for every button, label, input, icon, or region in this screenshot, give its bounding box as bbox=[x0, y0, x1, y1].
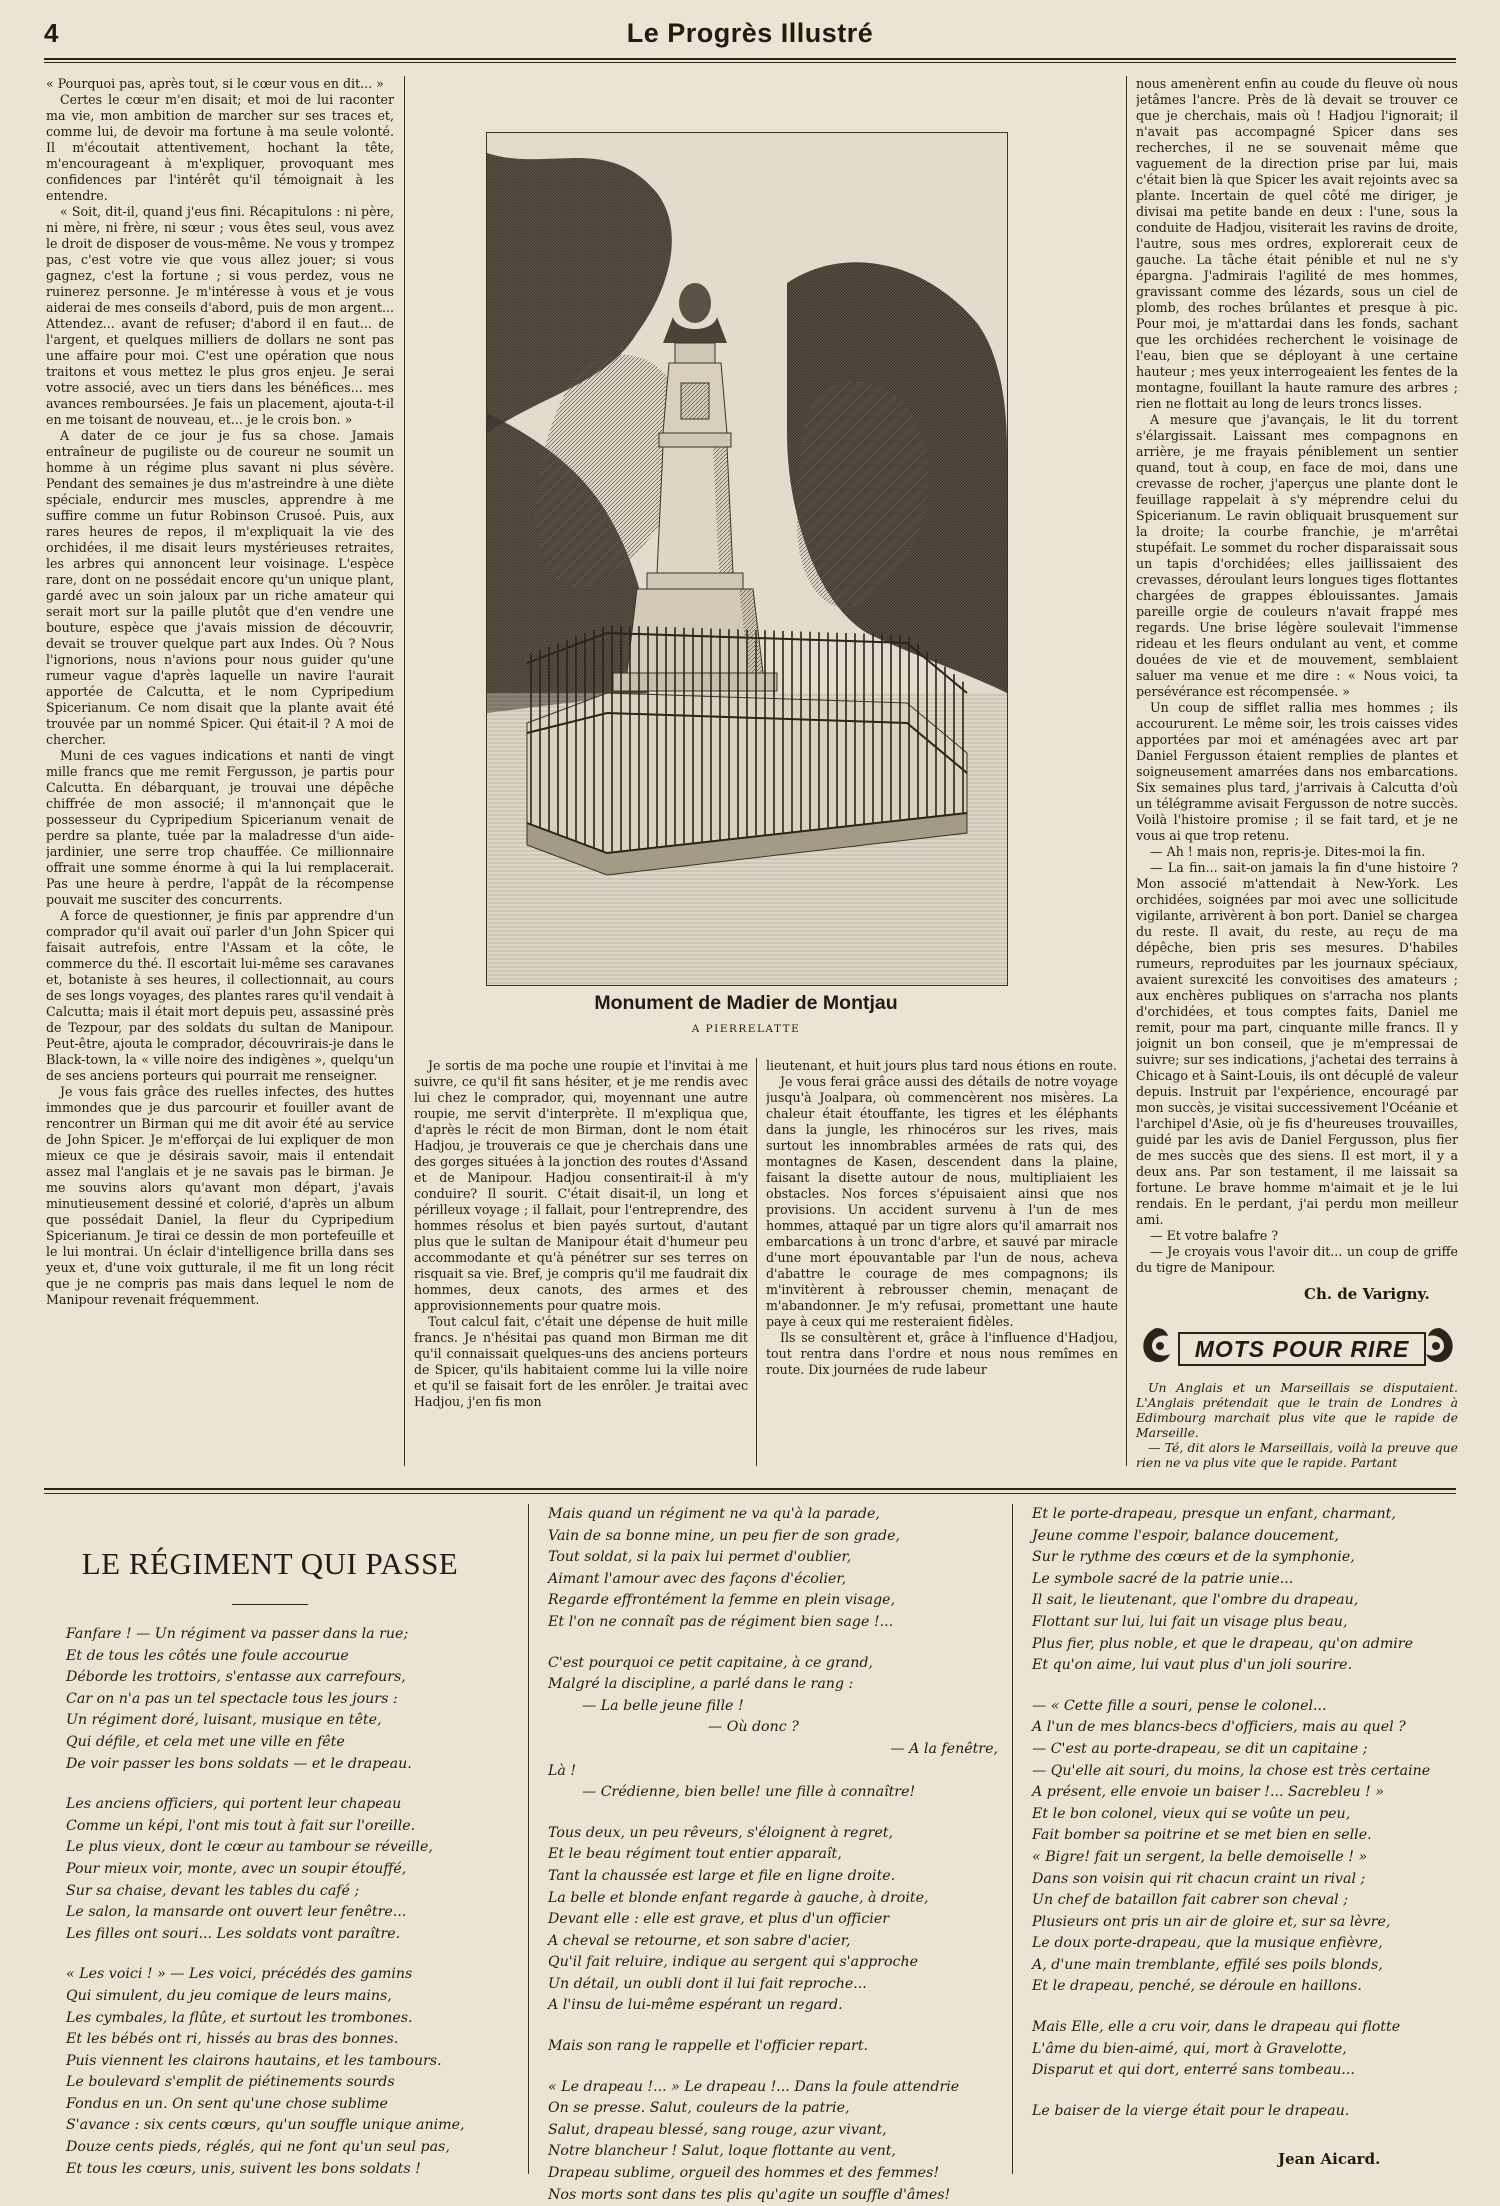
poem-line: — C'est au porte-drapeau, se dit un capitaine ; bbox=[1032, 1740, 1368, 1757]
poem-line: A cheval se retourne, et son sabre d'acier, bbox=[548, 1932, 851, 1949]
poem-title: LE RÉGIMENT QUI PASSE bbox=[81, 1546, 459, 1581]
poem-line: Tous deux, un peu rêveurs, s'éloignent à regret, bbox=[548, 1824, 893, 1841]
story-paragraph: « Soit, dit-il, quand j'eus fini. Récapitulons : ni père, ni mère, ni frère, ni sœur ; vous êtes seul, vous avez le droit de disposer de vous-même. Ne vous y trompez pas, c'est votre vie que vous allez jouer; si vous gagnez, c'est la fortune ; si vous perdez, vous ne ruinerez personne. Je m'intéresse à vous et je vous aiderai de mes conseils d'abord, puis de mon argent... Attendez... avant de refuser; d'abord il en faut... de l'argent, et quelques milliers de dollars ne sont pas une affaire pour moi. C'est une opération que nous traitons et vous mettez le plus gros enjeu. Je serai votre associé, avec un tiers dans les bénéfices... mes avances remboursées. Je fais un placement, ajouta-t-il en me toisant de nouveau, et... je le crois bon. » bbox=[46, 204, 394, 427]
poem-line: Un détail, un oubli dont il lui fait reproche... bbox=[548, 1975, 867, 1992]
poem-line: Comme un képi, l'ont mis tout à fait sur l'oreille. bbox=[66, 1817, 416, 1834]
story-paragraph: A force de questionner, je finis par apprendre d'un comprador qu'il avait ouï parler d'un John Spicer qui faisait autrefois, entre l'Assam et la côte, le commerce du thé. Il escortait lui-même ses caravanes et, botaniste à ses heures, il collectionnait, au cours de ses longs voyages, des plantes rares qu'il vendait à Calcutta; mais il était mort depuis peu, assassiné près de Tezpour, par des soldats du sultan de Manipour. Peut-être, ajouta le comprador, découvrirais-je dans le Black-town, la « ville noire des indigènes », quelqu'un de ses anciens porteurs qui pourrait me renseigner. bbox=[46, 908, 394, 1083]
poem-line: « Bigre! fait un sergent, la belle demoiselle ! » bbox=[1032, 1848, 1368, 1865]
story-paragraph: « Pourquoi pas, après tout, si le cœur vous en dit... » bbox=[46, 76, 384, 91]
story-paragraph: nous amenèrent enfin au coude du fleuve où nous jetâmes l'ancre. Près de là devait se trouver ce que je cherchais, mais où ! Hadjou l'ignorait; il n'avait pas accompagné Spicer dans ses recherches, il ne se souvenait même que vaguement de la direction prise par lui, mais c'était bien là que Spicer les avait rejoints avec sa plante. Incertain de quel côté me diriger, je divisai ma petite bande en deux : l'une, sous la conduite de Hadjou, visiterait les ravins de droite, l'autre, sous mes ordres, explorerait ceux de gauche. La tâche était pénible et nul ne s'y épargna. J'admirais l'agilité de mes hommes, gravissant comme des lézards, sous un ciel de plomb, des roches brûlantes et presque à pic. Pour moi, je m'attardai dans les fonds, sachant que les orchidées recherchent le voisinage de l'eau, bien que se déployant à une certaine hauteur ; mes yeux interrogeaient les fentes de la montagne, fouillant la haute ramure des arbres ; rien ne flottait au long de leurs troncs lisses. bbox=[1136, 76, 1458, 411]
poem-line: Déborde les trottoirs, s'entasse aux carrefours, bbox=[66, 1669, 406, 1686]
story-paragraph: A dater de ce jour je fus sa chose. Jamais entraîneur de pugiliste ou de coureur ne soumit un homme à un régime plus savant ni plus sévère. Pendant des semaines je dus m'astreindre à une diète spéciale, endurcir mes muscles, apprendre à me suffire comme un futur Robinson Crusoé. Puis, aux rares heures de repos, il m'expliquait la vie des orchidées, il me disait leurs mystérieuses retraites, les arbres qui annoncent leur voisinage. L'espèce rare, dont on ne possédait encore qu'un unique plant, gardé avec un soin jaloux par un riche amateur qui serait mort sur la paille plutôt que d'en vendre une bouture, espèce que j'avais mission de découvrir, devait se trouver quelque part aux Indes. Où ? Nous l'ignorions, nous n'avions pour nous guider qu'une rumeur vague d'après laquelle un navire l'aurait apportée de Calcutta, et le nom Cypripedium Spicerianum. Ce nom disait que la plante avait été trouvée par un nommé Spicer. Qui était-il ? A moi de chercher. bbox=[46, 428, 394, 747]
page-number: 4 bbox=[44, 18, 59, 48]
header-rule bbox=[44, 58, 1456, 60]
story-paragraph: — Je croyais vous l'avoir dit... un coup de griffe du tigre de Manipour. bbox=[1136, 1244, 1458, 1275]
poem-line: Qui simulent, du jeu comique de leurs mains, bbox=[66, 1987, 392, 2004]
poem-line: Sur le rythme des cœurs et de la symphonie, bbox=[1032, 1549, 1355, 1566]
poem-column-2 bbox=[548, 1504, 998, 2206]
poem-line: Sur sa chaise, devant les tables du café ; bbox=[66, 1882, 360, 1899]
poem-line: Regarde effrontément la femme en plein visage, bbox=[548, 1592, 896, 1609]
column-rule-2 bbox=[1126, 76, 1127, 1466]
poem-line: A l'insu de lui-même espérant un regard. bbox=[548, 1997, 843, 2014]
story-paragraph: lieutenant, et huit jours plus tard nous étions en route. bbox=[766, 1058, 1117, 1073]
poem-line: Et le bon colonel, vieux qui se voûte un peu, bbox=[1032, 1805, 1351, 1822]
poem-line: Qui défile, et cela met une ville en fête bbox=[66, 1733, 345, 1750]
poem-line: A l'un de mes blancs-becs d'officiers, mais au quel ? bbox=[1032, 1719, 1406, 1736]
poem-line: Et tous les cœurs, unis, suivent les bons soldats ! bbox=[66, 2160, 421, 2177]
figure-caption: Monument de Madier de Montjau bbox=[594, 992, 898, 1014]
poem-title-rule bbox=[232, 1604, 308, 1605]
poem-line: Plus fier, plus noble, et que le drapeau, qu'on admire bbox=[1032, 1635, 1413, 1652]
poem-line: Il sait, le lieutenant, que l'ombre du drapeau, bbox=[1032, 1592, 1359, 1609]
poem-column-rule-2 bbox=[1012, 1504, 1013, 2174]
poem-line: Le salon, la mansarde ont ouvert leur fenêtre... bbox=[66, 1904, 407, 1921]
poem-line: Malgré la discipline, a parlé dans le rang : bbox=[548, 1676, 854, 1693]
poem-line: Devant elle : elle est grave, et plus d'un officier bbox=[548, 1911, 889, 1928]
story-paragraph: Je vous ferai grâce aussi des détails de notre voyage jusqu'à Joalpara, où commencèrent nos misères. La chaleur était étouffante, les tigres et les éléphants dans la jungle, les rhinocéros sur les rives, mais surtout les innombrables armées de rats qui, des montagnes de Kasen, descendent dans la plaine, faisant la disette autour de nous, multipliaient les obstacles. Nos forces s'épuisaient ainsi que nos provisions. Un accident survenu à l'un de mes hommes, attaqué par un tigre alors qu'il amarrait nos embarcations à un tronc d'arbre, et sauvé par miracle d'une mort épouvantable par l'un de nous, acheva d'abattre le courage de mes compagnons; ils m'invitèrent à rebrousser chemin, menaçant de m'abandonner. Je m'y refusai, promettant une haute paye à ceux qui me resteraient fidèles. bbox=[766, 1074, 1118, 1329]
poem-line: Le doux porte-drapeau, que la musique enfièvre, bbox=[1032, 1935, 1383, 1952]
poem-line: — A la fenêtre, bbox=[890, 1740, 998, 1757]
poem-line: Salut, drapeau blessé, sang rouge, azur vivant, bbox=[548, 2121, 887, 2138]
poem-line: Fanfare ! — Un régiment va passer dans la rue; bbox=[66, 1626, 409, 1642]
stanza-gap bbox=[1032, 2082, 1460, 2101]
poem-line: Drapeau sublime, orgueil des hommes et des femmes! bbox=[548, 2165, 940, 2182]
poem-line: Flottant sur lui, lui fait un visage plus beau, bbox=[1032, 1613, 1348, 1630]
poem-line: — Où donc ? bbox=[708, 1719, 799, 1736]
mots-pour-rire-text bbox=[1136, 1380, 1458, 1470]
story-paragraph: Je sortis de ma poche une roupie et l'invitai à me suivre, ce qu'il fit sans hésiter, et je me rendis avec lui chez le comprador, qui, moyennant une autre roupie, me servit d'interprète. Il m'expliqua que, d'après le récit de mon Birman, dont le nom était Hadjou, je trouverais ce que je cherchais dans une des gorges situées à la jonction des routes d'Assand et de Manipour. Hadjou consentirait-il à m'y conduire? Il sourit. C'était disait-il, un long et périlleux voyage ; il fallait, pour l'entreprendre, des hommes résolus et bien payés surtout, d'autant plus que le sultan de Manipour était d'humeur peu accommodante et qu'à pénétrer sur ses terres on risquait sa vie. Bref, je compris qu'il me faudrait dix hommes, deux canots, des armes et des approvisionnements pour quatre mois. bbox=[414, 1058, 748, 1313]
poem-line: Le symbole sacré de la patrie unie... bbox=[1032, 1570, 1294, 1587]
story-paragraph: — Et votre balafre ? bbox=[1150, 1228, 1279, 1243]
story-column-4 bbox=[1136, 76, 1458, 1278]
poem-line: Mais quand un régiment ne va qu'à la parade, bbox=[548, 1506, 880, 1522]
ornament-right-icon bbox=[1420, 1324, 1460, 1372]
poem-line: — Crédienne, bien belle! une fille à connaître! bbox=[582, 1784, 916, 1801]
header-rule-thin bbox=[44, 62, 1456, 63]
story-column-3 bbox=[766, 1058, 1118, 1468]
story-paragraph: Je vous fais grâce des ruelles infectes, des huttes immondes que je dus parcourir et fouiller avant de rencontrer un Birman qui me dit avoir été au service de John Spicer. Je m'efforçai de lui expliquer de mon mieux ce que je désirais savoir, mais il entendait assez mal l'anglais et je ne savais pas le birman. Je me souvins alors qu'avant mon départ, j'avais minutieusement dessiné et colorié, d'après un album que possédait Daniel, la fleur du Cypripedium Spicerianum. Je tirai ce dessin de mon portefeuille et le lui montrai. Un éclair d'intelligence brilla dans ses yeux et, d'une voix gutturale, il me fit un long récit que je ne compris pas mais dans lequel le nom de Manipour revenait fréquemment. bbox=[46, 1084, 394, 1307]
poem-line: Dans son voisin qui rit chacun craint un rival ; bbox=[1032, 1870, 1366, 1887]
story-paragraph: Muni de ces vagues indications et nanti de vingt mille francs que me remit Fergusson, je partis pour Calcutta. En débarquant, je trouvai une dépêche chiffrée de mon associé; il m'annonçait que le possesseur du Cypripedium Spicerianum venait de perdre sa plante, tuée par la maladresse d'un aide-jardinier, une serre trop chauffée. Ce millionnaire offrait une somme énorme à qui la lui remplacerait. Pas une heure à perdre, l'appât de la récompense pouvait me susciter des concurrents. bbox=[46, 748, 394, 907]
stanza-gap bbox=[548, 2058, 998, 2077]
poem-line: Le plus vieux, dont le cœur au tambour se réveille, bbox=[66, 1839, 433, 1856]
poem-line: Puis viennent les clairons hautains, et les tambours. bbox=[66, 2052, 442, 2069]
story-paragraph: Ils se consultèrent et, grâce à l'influence d'Hadjou, tout rentra dans l'ordre et nous nous remîmes en route. Dix journées de rude labeur bbox=[766, 1330, 1118, 1377]
story-signature: Ch. de Varigny. bbox=[1304, 1285, 1430, 1303]
poem-line: Disparut et qui dort, enterré sans tombeau... bbox=[1032, 2062, 1355, 2079]
story-column-2 bbox=[414, 1058, 748, 1468]
poem-line: « Les voici ! » — Les voici, précédés des gamins bbox=[66, 1966, 413, 1983]
poem-line: Et le drapeau, penché, se déroule en haillons. bbox=[1032, 1978, 1362, 1995]
poem-line: Douze cents pieds, réglés, qui ne font qu'un seul pas, bbox=[66, 2139, 450, 2156]
poem-line: Et qu'on aime, lui vaut plus d'un joli sourire. bbox=[1032, 1657, 1353, 1674]
stanza-gap bbox=[1032, 1998, 1460, 2017]
poem-line: On se presse. Salut, couleurs de la patrie, bbox=[548, 2100, 850, 2117]
ornament-left-icon bbox=[1136, 1324, 1176, 1372]
poem-line: — « Cette fille a souri, pense le colonel... bbox=[1032, 1697, 1327, 1714]
mots-pour-rire-banner bbox=[1136, 1324, 1458, 1372]
poem-line: Notre blancheur ! Salut, loque flottante au vent, bbox=[548, 2143, 896, 2160]
poem-line: A, d'une main tremblante, effilé ses poils blonds, bbox=[1032, 1956, 1383, 1973]
poem-line: Vain de sa bonne mine, un peu fier de son grade, bbox=[548, 1527, 900, 1544]
monument-engraving bbox=[486, 132, 1008, 986]
section-rule bbox=[44, 1488, 1456, 1490]
poem-line: Et les bébés ont ri, hissés au bras des bonnes. bbox=[66, 2031, 399, 2048]
story-paragraph: Tout calcul fait, c'était une dépense de huit mille francs. Je n'hésitai pas quand mon Birman me dit qu'il connaissait quelques-uns des anciens porteurs de Spicer, qu'ils habitaient comme lui la ville noire et qu'il se faisait fort de les enrôler. Je traitai avec Hadjou, j'en fis mon bbox=[414, 1314, 748, 1409]
joke-paragraph: — Té, dit alors le Marseillais, voilà la preuve que rien ne va plus vite que le rapide. Partant bbox=[1136, 1440, 1458, 1470]
poem-line: C'est pourquoi ce petit capitaine, à ce grand, bbox=[548, 1654, 873, 1671]
story-column-1 bbox=[46, 76, 394, 1472]
story-paragraph: — Ah ! mais non, repris-je. Dites-moi la fin. bbox=[1150, 844, 1426, 859]
poem-author: Jean Aicard. bbox=[1278, 2150, 1381, 2168]
poem-line: — La belle jeune fille ! bbox=[582, 1697, 744, 1714]
column-rule-1 bbox=[404, 76, 405, 1466]
stanza-gap bbox=[66, 1945, 516, 1964]
poem-line: Mais Elle, elle a cru voir, dans le drapeau qui flotte bbox=[1032, 2019, 1401, 2036]
poem-line: Tout soldat, si la paix lui permet d'oublier, bbox=[548, 1549, 852, 1566]
poem-line: Pour mieux voir, monte, avec un soupir étouffé, bbox=[66, 1860, 407, 1877]
poem-line: Là ! bbox=[548, 1762, 577, 1779]
poem-line: Un chef de bataillon fait cabrer son cheval ; bbox=[1032, 1892, 1348, 1909]
poem-line: Fondus en un. On sent qu'une chose sublime bbox=[66, 2095, 388, 2112]
poem-line: Plusieurs ont pris un air de gloire et, sur sa lèvre, bbox=[1032, 1913, 1391, 1930]
poem-line: La belle et blonde enfant regarde à gauche, à droite, bbox=[548, 1889, 929, 1906]
stanza-gap bbox=[548, 1634, 998, 1653]
poem-line: Jeune comme l'espoir, balance doucement, bbox=[1032, 1527, 1339, 1544]
poem-line: Car on n'a pas un tel spectacle tous les jours : bbox=[66, 1690, 398, 1707]
poem-line: Aimant l'amour avec des façons d'écolier, bbox=[548, 1570, 847, 1587]
poem-line: Les filles ont souri... Les soldats vont paraître. bbox=[66, 1925, 401, 1942]
poem-column-1 bbox=[66, 1624, 516, 2180]
monument-illustration-svg bbox=[487, 133, 1007, 985]
story-paragraph: — La fin... sait-on jamais la fin d'une histoire ? Mon associé m'attendait à New-York. Les orchidées, soignées par moi avec une sollicitude vigilante, arrivèrent à bon port. Daniel se chargea du reste. Il avait, du reste, au reçu de ma dépêche, bien pris ses mesures. D'habiles rumeurs, reproduites par les journaux spéciaux, avaient surexcité les convoitises des amateurs ; aux enchères publiques on s'arracha nos plants d'orchidées, et tous comptes faits, Daniel me remit, pour ma part, cinquante mille francs. Il y joignit un bon conseil, que je m'empressai de suivre; sur ses indications, j'achetai des terrains à Chicago et à Saint-Louis, ils ont décuplé de valeur depuis. Instruit par l'expérience, encouragé par mon succès, je visitai successivement l'Océanie et l'archipel d'Asie, où je fis d'heureuses trouvailles, guidé par les avis de Daniel Fergusson, plus fier de mes succès que des siens. Il est mort, il y a deux ans. Par son testament, il me laissait sa fortune. Le brave homme m'aimait et je le lui rendais. En le perdant, j'ai perdu mon meilleur ami. bbox=[1136, 860, 1458, 1227]
poem-line: Le boulevard s'emplit de piétinements sourds bbox=[66, 2074, 395, 2091]
joke-paragraph: Un Anglais et un Marseillais se disputaient. L'Anglais prétendait que le train de Londres à Edimbourg marchait plus vite que le rapide de Marseille. bbox=[1136, 1380, 1458, 1440]
section-rule-thin bbox=[44, 1493, 1456, 1494]
poem-line: Un régiment doré, luisant, musique en tête, bbox=[66, 1712, 382, 1729]
story-paragraph: A mesure que j'avançais, le lit du torrent s'élargissait. Laissant mes compagnons en arrière, je me frayais péniblement un sentier quand, tout à coup, en face de moi, dans une crevasse de rocher, j'aperçus une plante dont le feuillage rappelait à s'y méprendre celui du Spicerianum. Le ravin obliquait brusquement sur la droite; la courbe franchie, je m'arrêtai stupéfait. Le sommet du rocher disparaissait sous un tapis d'orchidées; elles jaillissaient des crevasses, déroulant leurs longues tiges flottantes chargées de grappes éblouissantes. Jamais pareille orgie de couleurs n'avait frappé mes regards. Une brise légère soulevait l'immense rideau et les fleurs ondulant au vent, et comme douées de vie et de mouvement, semblaient saluer ma venue et me dire : « Nous voici, ta persévérance est récompensée. » bbox=[1136, 412, 1458, 699]
poem-line: « Le drapeau !... » Le drapeau !... Dans la foule attendrie bbox=[548, 2078, 960, 2095]
poem-line: A présent, elle envoie un baiser !... Sacrebleu ! » bbox=[1032, 1784, 1384, 1801]
poem-line: — Qu'elle ait souri, du moins, la chose est très certaine bbox=[1032, 1762, 1431, 1779]
stanza-gap bbox=[1032, 1677, 1460, 1696]
poem-line: Qu'il fait reluire, indique au sergent qui s'approche bbox=[548, 1954, 918, 1971]
poem-column-rule-1 bbox=[528, 1504, 529, 2174]
story-paragraph: Certes le cœur m'en disait; et moi de lui raconter ma vie, mon ambition de marcher sur ses traces et, comme lui, de devoir ma fortune à ma seule volonté. Il m'écoutait attentivement, hochant la tête, m'encourageant à m'expliquer, provoquant mes confidences par l'intérêt qu'il témoignait à les entendre. bbox=[46, 92, 394, 203]
poem-line: Mais son rang le rappelle et l'officier repart. bbox=[548, 2038, 869, 2055]
poem-line: Les anciens officiers, qui portent leur chapeau bbox=[66, 1796, 402, 1813]
poem-line: L'âme du bien-aimé, qui, mort à Gravelotte, bbox=[1032, 2040, 1347, 2057]
figure-subcaption: A PIERRELATTE bbox=[691, 1023, 801, 1035]
story-paragraph: Un coup de sifflet rallia mes hommes ; ils accoururent. Le même soir, les trois caisses vides apportées par moi et aménagées avec art par Daniel Fergusson étaient remplies de plantes et soigneusement amarrées dans nos embarcations. Six semaines plus tard, j'arrivais à Calcutta d'où un télégramme avisait Fergusson de notre succès. Voilà l'histoire promise ; il se fait tard, et je ne vous ai que trop retenu. bbox=[1136, 700, 1458, 843]
stanza-gap bbox=[66, 1775, 516, 1794]
poem-line: Les cymbales, la flûte, et surtout les trombones. bbox=[66, 2009, 413, 2026]
poem-line: Fait bomber sa poitrine et se met bien en selle. bbox=[1032, 1827, 1372, 1844]
column-rule-3 bbox=[756, 1058, 757, 1466]
poem-line: Et le porte-drapeau, presque un enfant, charmant, bbox=[1032, 1506, 1396, 1522]
mots-pour-rire-title: MOTS POUR RIRE bbox=[1178, 1332, 1426, 1366]
poem-line: Et de tous les côtés une foule accourue bbox=[66, 1647, 349, 1664]
stanza-gap bbox=[548, 2017, 998, 2036]
stanza-gap bbox=[548, 1804, 998, 1823]
poem-line: Et le beau régiment tout entier apparaît, bbox=[548, 1846, 842, 1863]
poem-line: Et l'on ne connaît pas de régiment bien sage !... bbox=[548, 1613, 894, 1630]
masthead-title: Le Progrès Illustré bbox=[626, 18, 874, 48]
poem-line: Le baiser de la vierge était pour le drapeau. bbox=[1032, 2102, 1350, 2119]
poem-line: De voir passer les bons soldats — et le drapeau. bbox=[66, 1755, 412, 1772]
poem-line: S'avance : six cents cœurs, qu'un souffle unique anime, bbox=[66, 2117, 465, 2134]
poem-line: Tant la chaussée est large et file en ligne droite. bbox=[548, 1867, 896, 1884]
poem-line: Nos morts sont dans tes plis qu'agite un souffle d'âmes! bbox=[548, 2186, 951, 2203]
poem-column-3 bbox=[1032, 1504, 1460, 2122]
